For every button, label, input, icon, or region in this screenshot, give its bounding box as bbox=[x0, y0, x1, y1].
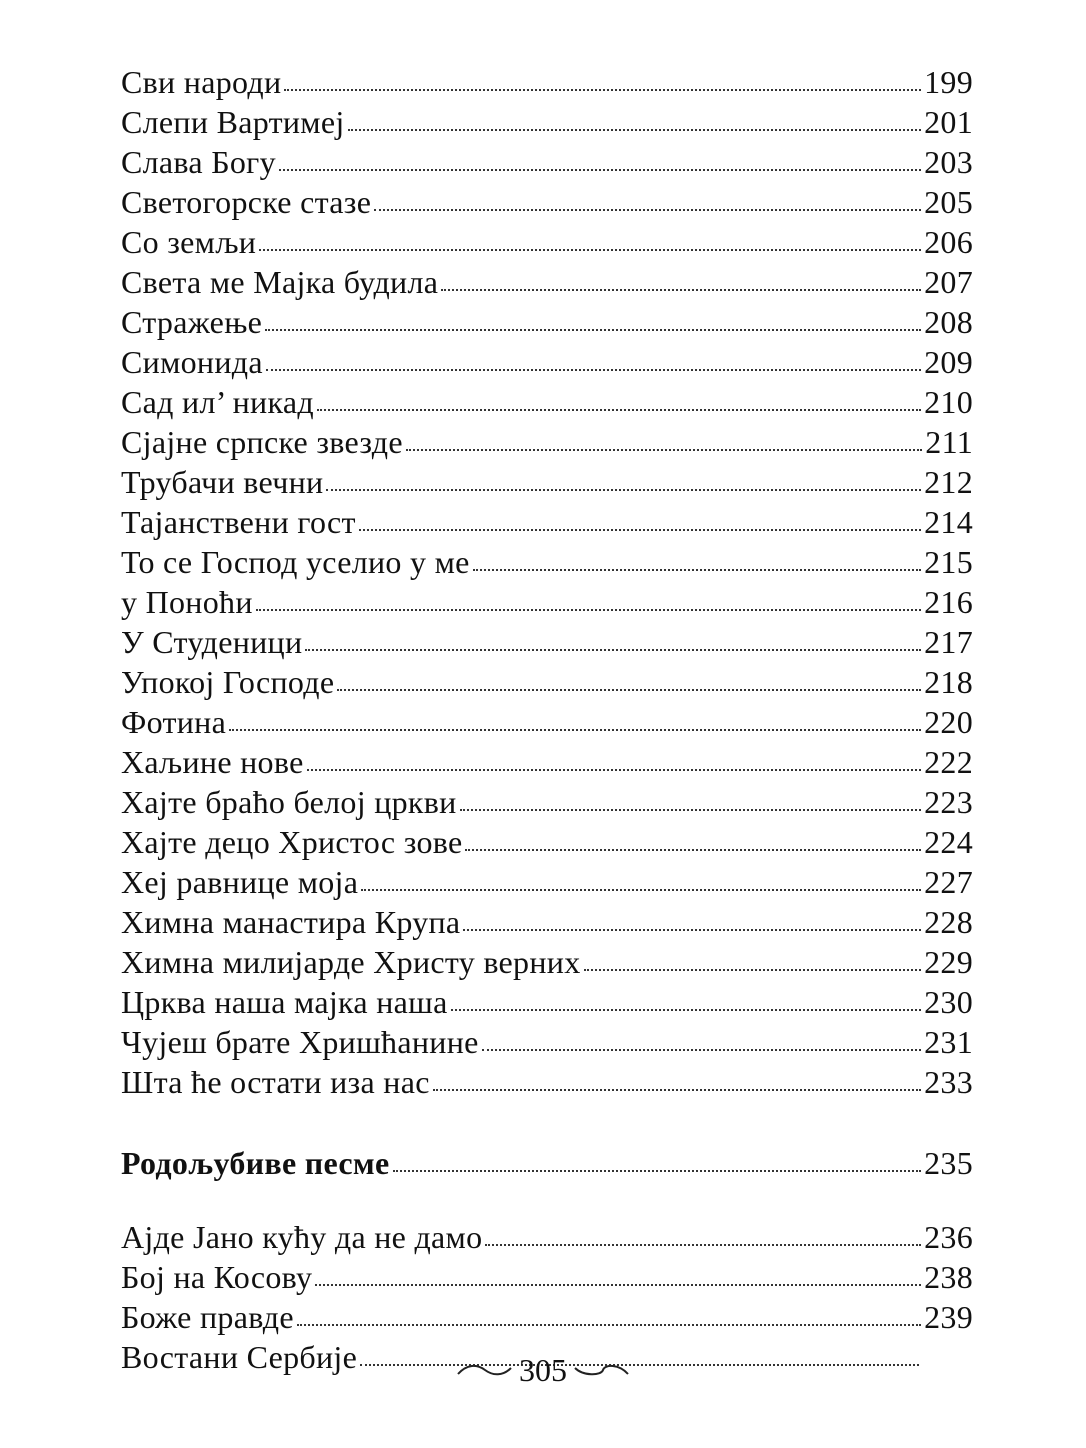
entry-page-number: 201 bbox=[924, 104, 973, 140]
leader-dots bbox=[361, 889, 921, 891]
entry-page-number: 233 bbox=[924, 1064, 973, 1100]
entry-page-number: 231 bbox=[924, 1024, 973, 1060]
entry-page-number: 218 bbox=[924, 664, 973, 700]
toc-entry[interactable] bbox=[121, 102, 973, 142]
entry-title: у Поноћи bbox=[121, 584, 253, 620]
leader-dots bbox=[359, 529, 921, 531]
entry-page-number: 215 bbox=[924, 544, 973, 580]
toc-entry[interactable] bbox=[121, 582, 973, 622]
right-swash-ornament bbox=[573, 1360, 631, 1380]
leader-dots bbox=[460, 809, 921, 811]
entry-title: Хајте децо Христос зове bbox=[121, 824, 463, 860]
leader-dots bbox=[482, 1049, 921, 1051]
entry-title: Слепи Вартимеј bbox=[121, 104, 345, 140]
toc-entry[interactable] bbox=[121, 422, 973, 462]
leader-dots bbox=[266, 369, 921, 371]
toc-entry[interactable] bbox=[121, 742, 973, 782]
toc-entry[interactable] bbox=[121, 902, 973, 942]
entry-page-number: 210 bbox=[924, 384, 973, 420]
toc-entry[interactable] bbox=[121, 262, 973, 302]
leader-dots bbox=[326, 489, 921, 491]
entry-page-number: 238 bbox=[924, 1259, 973, 1295]
section-title: Родољубиве песме bbox=[121, 1145, 390, 1181]
entry-title: Хаљине нове bbox=[121, 744, 304, 780]
entry-title: Трубачи вечни bbox=[121, 464, 324, 500]
toc-entry[interactable] bbox=[121, 1297, 973, 1337]
toc-entry[interactable] bbox=[121, 1062, 973, 1102]
entry-page-number: 230 bbox=[924, 984, 973, 1020]
entry-page-number: 206 bbox=[924, 224, 973, 260]
toc-entry[interactable] bbox=[121, 342, 973, 382]
entry-page-number: 227 bbox=[924, 864, 973, 900]
leader-dots bbox=[279, 169, 921, 171]
leader-dots bbox=[256, 609, 921, 611]
entry-title: Химна манастира Крупа bbox=[121, 904, 461, 940]
toc-entry-section[interactable] bbox=[121, 1143, 973, 1183]
section-page-number: 235 bbox=[924, 1145, 973, 1181]
entry-page-number: 224 bbox=[924, 824, 973, 860]
entry-title: Слава Богу bbox=[121, 144, 276, 180]
toc-entry[interactable] bbox=[121, 142, 973, 182]
entry-page-number: 236 bbox=[924, 1219, 973, 1255]
entry-page-number: 205 bbox=[924, 184, 973, 220]
leader-dots bbox=[441, 289, 921, 291]
toc-entry[interactable] bbox=[121, 622, 973, 662]
entry-title: Упокој Господе bbox=[121, 664, 335, 700]
entry-title: То се Господ уселио у ме bbox=[121, 544, 470, 580]
leader-dots bbox=[284, 89, 921, 91]
entry-title: Света ме Мајка будила bbox=[121, 264, 439, 300]
leader-dots bbox=[485, 1244, 921, 1246]
leader-dots bbox=[265, 329, 921, 331]
entry-title: Сјајне српске звезде bbox=[121, 424, 403, 460]
toc-entry[interactable] bbox=[121, 182, 973, 222]
entry-page-number: 211 bbox=[925, 424, 973, 460]
leader-dots bbox=[307, 769, 922, 771]
entry-page-number: 217 bbox=[924, 624, 973, 660]
entry-title: Сви народи bbox=[121, 64, 282, 100]
entry-title: Хајте браћо белој цркви bbox=[121, 784, 457, 820]
leader-dots bbox=[463, 929, 921, 931]
entry-page-number: 229 bbox=[924, 944, 973, 980]
entry-page-number: 207 bbox=[924, 264, 973, 300]
toc-entry[interactable] bbox=[121, 702, 973, 742]
toc-entry[interactable] bbox=[121, 1257, 973, 1297]
leader-dots bbox=[374, 209, 921, 211]
leader-dots bbox=[337, 689, 921, 691]
toc-entry[interactable] bbox=[121, 822, 973, 862]
entry-title: Светогорске стазе bbox=[121, 184, 372, 220]
entry-page-number: 223 bbox=[924, 784, 973, 820]
entry-title: Боже правде bbox=[121, 1299, 294, 1335]
toc-entry[interactable] bbox=[121, 542, 973, 582]
toc-entry[interactable] bbox=[121, 662, 973, 702]
toc-entry[interactable] bbox=[121, 942, 973, 982]
entry-title: Хеј равнице моја bbox=[121, 864, 359, 900]
leader-dots bbox=[305, 649, 921, 651]
toc-list-main bbox=[121, 62, 973, 1102]
toc-entry[interactable] bbox=[121, 1217, 973, 1257]
entry-page-number: 199 bbox=[924, 64, 973, 100]
toc-entry[interactable] bbox=[121, 382, 973, 422]
entry-title: Црква наша мајка наша bbox=[121, 984, 448, 1020]
leader-dots bbox=[297, 1324, 921, 1326]
entry-page-number: 228 bbox=[924, 904, 973, 940]
entry-page-number: 214 bbox=[924, 504, 973, 540]
leader-dots bbox=[473, 569, 921, 571]
left-swash-ornament bbox=[455, 1360, 513, 1380]
entry-title: Стражење bbox=[121, 304, 263, 340]
page-number: 305 bbox=[519, 1352, 567, 1388]
toc-entry[interactable] bbox=[121, 62, 973, 102]
entry-title: Ајде Јано кућу да не дамо bbox=[121, 1219, 483, 1255]
entry-page-number: 203 bbox=[924, 144, 973, 180]
entry-title: Шта ће остати иза нас bbox=[121, 1064, 430, 1100]
entry-page-number: 209 bbox=[924, 344, 973, 380]
entry-page-number: 220 bbox=[924, 704, 973, 740]
entry-page-number: 208 bbox=[924, 304, 973, 340]
entry-page-number: 216 bbox=[924, 584, 973, 620]
leader-dots bbox=[259, 249, 921, 251]
toc-entry[interactable] bbox=[121, 782, 973, 822]
entry-title: Тајанствени гост bbox=[121, 504, 356, 540]
toc-entry[interactable] bbox=[121, 302, 973, 342]
leader-dots bbox=[315, 1284, 921, 1286]
leader-dots bbox=[393, 1170, 922, 1172]
entry-title: Химна милијарде Христу верних bbox=[121, 944, 581, 980]
entry-title: Симонида bbox=[121, 344, 263, 380]
leader-dots bbox=[406, 449, 922, 451]
leader-dots bbox=[317, 409, 921, 411]
entry-title: У Студеници bbox=[121, 624, 303, 660]
entry-title: Чујеш брате Хришћанине bbox=[121, 1024, 479, 1060]
leader-dots bbox=[229, 729, 921, 731]
entry-title: Бој на Косову bbox=[121, 1259, 313, 1295]
entry-title: Со земљи bbox=[121, 224, 257, 260]
toc-entry[interactable] bbox=[121, 222, 973, 262]
entry-title: Сад ил’ никад bbox=[121, 384, 314, 420]
entry-title: Фотина bbox=[121, 704, 227, 740]
page-footer bbox=[0, 1348, 1086, 1392]
entry-page-number: 239 bbox=[924, 1299, 973, 1335]
leader-dots bbox=[433, 1089, 921, 1091]
leader-dots bbox=[451, 1009, 922, 1011]
toc-entry[interactable] bbox=[121, 462, 973, 502]
toc-section-heading bbox=[121, 1143, 973, 1183]
toc-entry[interactable] bbox=[121, 982, 973, 1022]
entry-page-number: 212 bbox=[924, 464, 973, 500]
toc-entry[interactable] bbox=[121, 502, 973, 542]
toc-entry[interactable] bbox=[121, 862, 973, 902]
leader-dots bbox=[584, 969, 922, 971]
toc-entry[interactable] bbox=[121, 1022, 973, 1062]
leader-dots bbox=[348, 129, 922, 131]
entry-page-number: 222 bbox=[924, 744, 973, 780]
leader-dots bbox=[465, 849, 921, 851]
entry-title: Востани Сербије bbox=[121, 1339, 358, 1375]
